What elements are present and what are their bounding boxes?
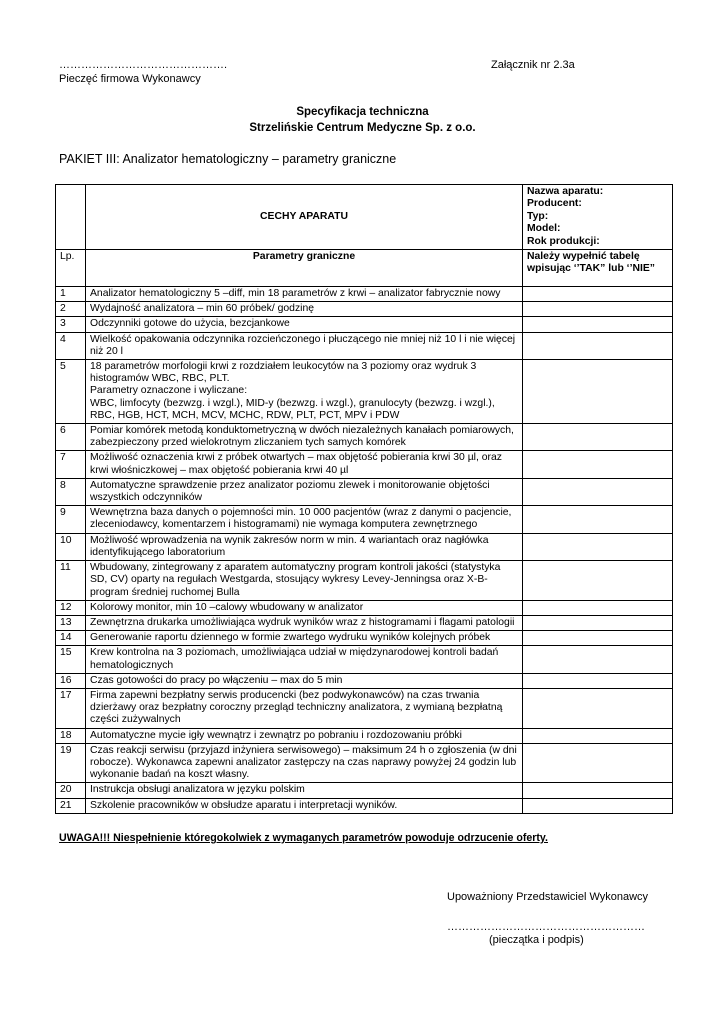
row-answer-cell[interactable] (523, 317, 673, 332)
row-number: 16 (56, 673, 86, 688)
table-row (56, 424, 673, 451)
cechy-aparatu-header: CECHY APARATU (86, 185, 523, 250)
row-number: 5 (56, 360, 86, 424)
row-parameter: Firma zapewni bezpłatny serwis producencki (bez podwykonawców) na czas trwania dzierżawy oraz bezpłatny coroczny przegląd techniczny analizatora, z wymianą bezpłatną części zużywalnych (86, 688, 523, 728)
row-parameter: Czas gotowości do pracy po włączeniu – max do 5 min (86, 673, 523, 688)
table-row (56, 451, 673, 478)
table-row (56, 688, 673, 728)
row-number: 9 (56, 506, 86, 533)
row-answer-cell[interactable] (523, 451, 673, 478)
row-number: 20 (56, 783, 86, 798)
table-row (56, 783, 673, 798)
table-row (56, 673, 673, 688)
row-parameter: Analizator hematologiczny 5 –diff, min 18 parametrów z krwi – analizator fabrycznie nowy (86, 287, 523, 302)
row-parameter: Instrukcja obsługi analizatora w języku polskim (86, 783, 523, 798)
table-row (56, 302, 673, 317)
row-answer-cell[interactable] (523, 646, 673, 673)
row-parameter: Możliwość oznaczenia krwi z próbek otwartych – max objętość pobierania krwi 30 µl, oraz krwi włośniczkowej – max objętość pobierania krwi 40 µl (86, 451, 523, 478)
table-row (56, 478, 673, 505)
row-answer-cell[interactable] (523, 424, 673, 451)
row-number: 12 (56, 600, 86, 615)
table-row (56, 332, 673, 359)
row-number: 18 (56, 728, 86, 743)
row-parameter: Krew kontrolna na 3 poziomach, umożliwiająca udział w międzynarodowej kontroli badań hematologicznych (86, 646, 523, 673)
table-row (56, 743, 673, 783)
row-number: 6 (56, 424, 86, 451)
row-number: 3 (56, 317, 86, 332)
table-row (56, 798, 673, 813)
table-row (56, 728, 673, 743)
signature-caption: (pieczątka i podpis) (489, 934, 584, 946)
row-parameter: Czas reakcji serwisu (przyjazd inżyniera serwisowego) – maksimum 24 h o zgłoszenia (w dni robocze). Wykonawca zapewni analizator zastępczy na czas naprawy powyżej 24 godzin lub wykonanie badań na koszt własny. (86, 743, 523, 783)
row-number: 11 (56, 561, 86, 601)
row-answer-cell[interactable] (523, 673, 673, 688)
row-answer-cell[interactable] (523, 302, 673, 317)
row-answer-cell[interactable] (523, 743, 673, 783)
stamp-dots: ………………………………………. (59, 59, 228, 71)
column-header-row (56, 250, 673, 287)
row-number: 19 (56, 743, 86, 783)
col-params-header: Parametry graniczne (86, 250, 523, 287)
lp-header-blank (56, 185, 86, 250)
row-answer-cell[interactable] (523, 332, 673, 359)
signature-dots: ……………………………………………… (447, 921, 645, 933)
row-number: 1 (56, 287, 86, 302)
row-number: 13 (56, 615, 86, 630)
row-answer-cell[interactable] (523, 728, 673, 743)
row-parameter: Kolorowy monitor, min 10 –calowy wbudowany w analizator (86, 600, 523, 615)
row-number: 17 (56, 688, 86, 728)
row-parameter: Szkolenie pracowników w obsłudze aparatu i interpretacji wyników. (86, 798, 523, 813)
row-answer-cell[interactable] (523, 783, 673, 798)
specification-table (55, 184, 673, 814)
row-number: 4 (56, 332, 86, 359)
table-row (56, 287, 673, 302)
row-answer-cell[interactable] (523, 561, 673, 601)
production-year-label: Rok produkcji: (527, 235, 600, 247)
document-title: Specyfikacja techniczna (296, 106, 429, 118)
row-parameter: Generowanie raportu dziennego w formie zwartego wydruku wyników kolejnych próbek (86, 631, 523, 646)
manufacturer-label: Producent: (527, 198, 582, 210)
company-stamp-label: Pieczęć firmowa Wykonawcy (59, 73, 201, 85)
row-parameter: Automatyczne sprawdzenie przez analizator poziomu zlewek i monitorowanie objętości wszystkich odczynników (86, 478, 523, 505)
attachment-number: Załącznik nr 2.3a (491, 59, 575, 71)
row-parameter: Możliwość wprowadzenia na wynik zakresów norm w min. 4 wariantach oraz nagłówka identyfikującego laboratorium (86, 533, 523, 560)
type-label: Typ: (527, 210, 549, 222)
package-title: PAKIET III: Analizator hematologiczny – parametry graniczne (59, 152, 397, 166)
table-row (56, 561, 673, 601)
row-number: 7 (56, 451, 86, 478)
row-answer-cell[interactable] (523, 478, 673, 505)
row-parameter: Zewnętrzna drukarka umożliwiająca wydruk wyników wraz z histogramami i flagami patologii (86, 615, 523, 630)
row-parameter: Wbudowany, zintegrowany z aparatem automatyczny program kontroli jakości (statystyka SD, CV) oparty na regułach Westgarda, stosujący wykresy Levey-Jenningsa oraz X-B- program średniej ruchomej Bulla (86, 561, 523, 601)
row-parameter: 18 parametrów morfologii krwi z rozdziałem leukocytów na 3 poziomy oraz wydruk 3 histogramów WBC, RBC, PLT. Parametry oznaczone i wyliczane: WBC, limfocyty (bezwzg. i wzgl.), MID-y (bezwzg. i wzgl.), granulocyty (bezwzg. i wzgl.), RBC, HGB, HCT, MCH, MCV, MCHC, RDW, PLT, PCT, MPV i PDW (86, 360, 523, 424)
signature-label: Upoważniony Przedstawiciel Wykonawcy (447, 891, 649, 903)
row-number: 15 (56, 646, 86, 673)
table-row (56, 506, 673, 533)
table-header-row (56, 185, 673, 250)
row-number: 10 (56, 533, 86, 560)
row-answer-cell[interactable] (523, 360, 673, 424)
row-number: 2 (56, 302, 86, 317)
row-answer-cell[interactable] (523, 631, 673, 646)
table-row (56, 646, 673, 673)
table-row (56, 615, 673, 630)
row-answer-cell[interactable] (523, 287, 673, 302)
row-parameter: Wewnętrzna baza danych o pojemności min. 10 000 pacjentów (wraz z danymi o pacjencie, zleceniodawcy, komentarzem i histogramami) nie wymaga komputera zewnętrznego (86, 506, 523, 533)
row-answer-cell[interactable] (523, 533, 673, 560)
col-lp-header: Lp. (56, 250, 86, 287)
device-info-cell (523, 185, 673, 250)
row-answer-cell[interactable] (523, 688, 673, 728)
table-row (56, 360, 673, 424)
organization-name: Strzelińskie Centrum Medyczne Sp. z o.o. (249, 122, 476, 134)
table-row (56, 600, 673, 615)
row-parameter: Pomiar komórek metodą konduktometryczną w dwóch niezależnych kanałach pomiarowych, zabezpieczony przed wielokrotnym zliczaniem tych samych komórek (86, 424, 523, 451)
row-parameter: Wydajność analizatora – min 60 próbek/ godzinę (86, 302, 523, 317)
model-label: Model: (527, 223, 561, 235)
warning-note: UWAGA!!! Niespełnienie któregokolwiek z wymaganych parametrów powoduje odrzucenie oferty. (59, 832, 548, 844)
row-parameter: Automatyczne mycie igły wewnątrz i zewnątrz po pobraniu i rozdozowaniu próbki (86, 728, 523, 743)
table-row (56, 317, 673, 332)
row-parameter: Odczynniki gotowe do użycia, bezcjankowe (86, 317, 523, 332)
row-number: 8 (56, 478, 86, 505)
col-fill-header: Należy wypełnić tabelę wpisując ‘’TAK” lub ‘’NIE” (523, 250, 673, 287)
row-number: 14 (56, 631, 86, 646)
row-number: 21 (56, 798, 86, 813)
row-answer-cell[interactable] (523, 615, 673, 630)
table-row (56, 631, 673, 646)
row-answer-cell[interactable] (523, 506, 673, 533)
table-row (56, 533, 673, 560)
row-answer-cell[interactable] (523, 798, 673, 813)
row-answer-cell[interactable] (523, 600, 673, 615)
row-parameter: Wielkość opakowania odczynnika rozcieńczonego i płuczącego nie mniej niż 10 l i nie więcej niż 20 l (86, 332, 523, 359)
device-name-label: Nazwa aparatu: (527, 186, 604, 197)
